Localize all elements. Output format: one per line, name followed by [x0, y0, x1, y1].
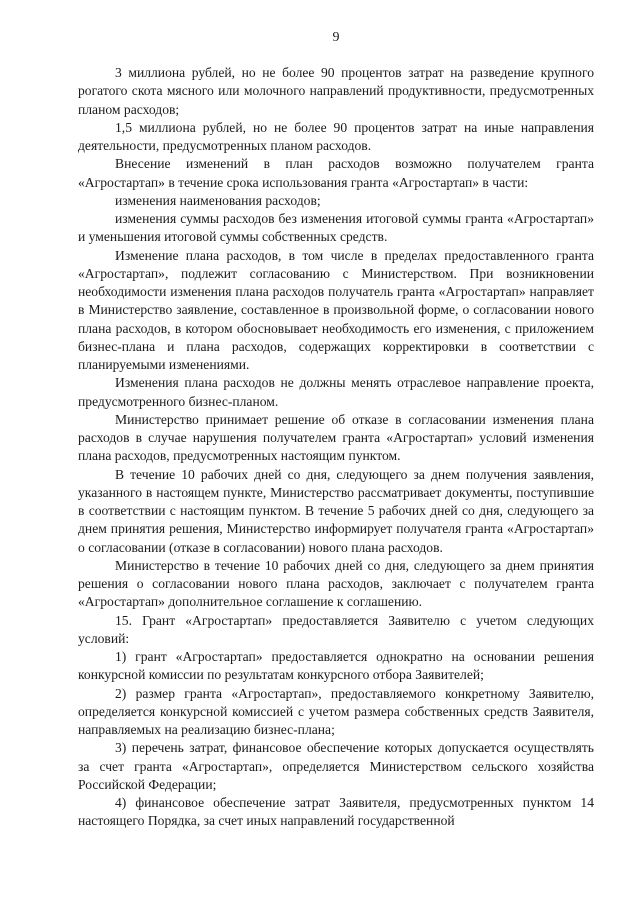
list-item-4: 4) финансовое обеспечение затрат Заявителя, предусмотренных пунктом 14 настоящего Порядка, за счет иных направлений государственной — [78, 795, 594, 829]
paragraph-plan-changes: Внесение изменений в план расходов возможно получателем гранта «Агростартап» в течение срока использования гранта «Агростартап» в части: — [78, 156, 594, 190]
paragraph-change-amounts: изменения суммы расходов без изменения итоговой суммы гранта «Агростартап» и уменьшения итоговой суммы собственных средств. — [78, 211, 594, 245]
paragraph-supplementary-agreement: Министерство в течение 10 рабочих дней со дня, следующего за днем принятия решения о согласовании нового плана расходов, заключает с получателем гранта «Агростартап» дополнительное соглашение к соглашению. — [78, 557, 594, 610]
paragraph-funding-cattle: 3 миллиона рублей, но не более 90 процентов затрат на разведение крупного рогатого скота мясного или молочного направлений продуктивности, предусмотренных планом расходов; — [78, 65, 594, 117]
page-number: 9 — [332, 30, 340, 45]
list-item-2: 2) размер гранта «Агростартап», предоставляемого конкретному Заявителю, определяется конкурсной комиссией с учетом размера собственных средств Заявителя, направляемых на реализацию бизнес-плана; — [78, 685, 594, 737]
list-item-1: 1) грант «Агростартап» предоставляется однократно на основании решения конкурсной комиссии по результатам конкурсного отбора Заявителей; — [78, 649, 594, 683]
paragraph-funding-other: 1,5 миллиона рублей, но не более 90 процентов затрат на иные направления деятельности, предусмотренных планом расходов. — [78, 119, 594, 153]
list-item-3: 3) перечень затрат, финансовое обеспечение которых допускается осуществлять за счет гранта «Агростартап», определяется Министерством сельского хозяйства Российской Федерации; — [78, 740, 594, 792]
paragraph-plan-direction: Изменения плана расходов не должны менять отраслевое направление проекта, предусмотренного бизнес-планом. — [78, 375, 594, 409]
paragraph-refusal: Министерство принимает решение об отказе в согласовании изменения плана расходов в случае нарушения получателем гранта «Агростартап» условий изменения плана расходов, предусмотренных настоящим пунктом. — [78, 411, 594, 464]
paragraph-clause-15: 15. Грант «Агростартап» предоставляется Заявителю с учетом следующих условий: — [78, 612, 594, 646]
paragraph-plan-approval: Изменение плана расходов, в том числе в пределах предоставленного гранта «Агростартап», подлежит согласованию с Министерством. При возникновении необходимости изменения плана расходов получатель гранта «Агростартап» направляет в Министерство заявление, составленное в произвольной форме, о согласовании нового плана расходов, в котором обосновывает необходимость его изменения, с приложением бизнес-плана и плана расходов, содержащих корректировки в соответствии с планируемыми изменениями. — [78, 247, 594, 372]
paragraph-review-terms: В течение 10 рабочих дней со дня, следующего за днем получения заявления, указанного в настоящем пункте, Министерство рассматривает документы, поступившие в соответствии с настоящим пунктом. В течение 5 рабочих дней со дня, следующего за днем принятия решения, Министерство информирует получателя гранта «Агростартап» о согласовании (отказе в согласовании) нового плана расходов. — [78, 466, 594, 555]
paragraph-change-names: изменения наименования расходов; — [115, 192, 321, 208]
